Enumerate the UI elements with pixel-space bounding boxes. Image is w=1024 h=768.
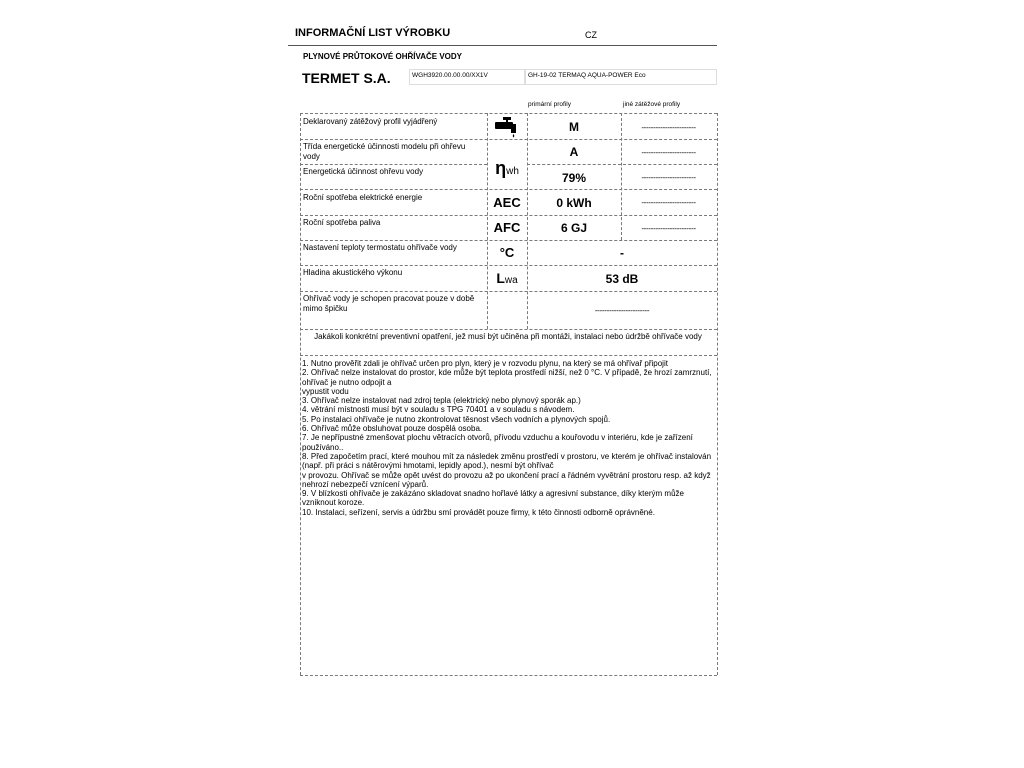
note-item: 5. Po instalaci ohřívače je nutno zkontrolovat těsnost všech vodních a plynových spojů. bbox=[302, 414, 611, 424]
grid-line bbox=[300, 355, 717, 356]
afc-other: ----------------------- bbox=[641, 224, 696, 233]
note-item: 2. Ohřívač nelze instalovat do prostor, kde může být teplota prostředí nižší, než 0 °C. V případě, že hrozí zamrznutí, ohřívač je nutno odpojit a bbox=[302, 368, 712, 387]
note-item: vypustit vodu bbox=[302, 386, 349, 396]
grid-line bbox=[300, 329, 717, 330]
row-label: Energetická účinnost ohřevu vody bbox=[303, 167, 424, 176]
aec-symbol: AEC bbox=[493, 195, 521, 210]
document-title: INFORMAČNÍ LIST VÝROBKU bbox=[295, 27, 451, 39]
sound-power-value: 53 dB bbox=[605, 272, 639, 286]
eta-symbol: η bbox=[495, 158, 507, 178]
note-item: 8. Před započetím prací, které mouhou mít za následek změnu prostředí v prostoru, ve kterém je ohřívač instalován (např. při práci s nátěrovými hmotami, lepidly apod.), nesmí být ohřívač bbox=[302, 451, 712, 471]
note-item: 3. Ohřívač nelze instalovat nad zdroj tepla (elektrický nebo plynový sporák ap.) bbox=[302, 396, 581, 406]
note-item: 10. Instalaci, seřízení, servis a údržbu smí provádět pouze firmy, k této činnosti odborně oprávněné. bbox=[302, 507, 655, 517]
tap-icon bbox=[492, 116, 522, 138]
energy-class-value: A bbox=[569, 145, 579, 159]
eta-subscript: wh bbox=[506, 166, 519, 177]
grid-line bbox=[300, 113, 717, 114]
celsius-symbol: °C bbox=[499, 245, 515, 260]
grid-line bbox=[300, 675, 717, 676]
model-code: WGH3920.00.00.00/XX1V bbox=[409, 69, 525, 85]
note-item: 6. Ohřívač může obsluhovat pouze dospělá osoba. bbox=[302, 424, 483, 434]
grid-line bbox=[300, 189, 717, 190]
grid-line bbox=[300, 164, 487, 165]
grid-line bbox=[527, 164, 717, 165]
grid-line bbox=[300, 113, 301, 675]
row-label: Třída energetické účinnosti modelu při ohřevu vody bbox=[303, 142, 466, 161]
afc-symbol: AFC bbox=[493, 220, 521, 235]
grid-line bbox=[300, 139, 717, 140]
header-divider bbox=[288, 45, 717, 46]
row-label: Hladina akustického výkonu bbox=[303, 268, 403, 277]
lwa-main: L bbox=[496, 270, 505, 286]
energy-class-other: ----------------------- bbox=[641, 148, 696, 157]
note-item: 9. V blízkosti ohřívače je zakázáno skladovat snadno hořlavé látky a agresivní substance, díky kterým může vzniknout koroze. bbox=[302, 489, 684, 508]
grid-line bbox=[300, 240, 717, 241]
row-label: Nastavení teploty termostatu ohřívače vody bbox=[303, 243, 457, 252]
lwa-subscript: wa bbox=[504, 275, 518, 286]
grid-line bbox=[300, 265, 717, 266]
row-label: Ohřívač vody je schopen pracovat pouze v době mimo špičku bbox=[303, 294, 475, 313]
note-item: 7. Je nepřípustné zmenšovat plochu větracích otvorů, přívodu vzduchu a kouřovodu v interiéru, kde je zařízení používáno.. bbox=[302, 433, 693, 452]
row-label: Roční spotřeba elektrické energie bbox=[303, 193, 423, 202]
afc-value: 6 GJ bbox=[560, 221, 587, 235]
grid-line bbox=[300, 291, 717, 292]
preventive-measures-title: Jakákoli konkrétní preventivní opatření, jež musí být učiněna při montáži, instalaci nebo údržbě ohřívače vody bbox=[314, 332, 702, 341]
grid-line bbox=[717, 113, 718, 675]
aec-value: 0 kWh bbox=[556, 196, 592, 210]
column-other-header: jiné zátěžové profily bbox=[623, 101, 681, 108]
language-code: CZ bbox=[585, 30, 597, 40]
model-name: GH-19-02 TERMAQ AQUA-POWER Eco bbox=[525, 69, 717, 85]
grid-line bbox=[300, 215, 717, 216]
company-name: TERMET S.A. bbox=[302, 70, 391, 86]
off-peak-value: ----------------------- bbox=[594, 306, 650, 315]
note-item: v provozu. Ohřívač se může opět uvést do provozu až po ukončení prací a řádném vyvětrání prostoru resp. až když nehrozí nebezpečí vznícení výparů. bbox=[302, 470, 711, 489]
note-item: 1. Nutno prověřit zdali je ohřívač určen pro plyn, který je v rozvodu plynu, na který se má ohřívař připojit bbox=[302, 359, 668, 368]
row-label: Deklarovaný zátěžový profil vyjádřený bbox=[303, 117, 438, 126]
installation-notes bbox=[302, 359, 716, 517]
lwa-symbol bbox=[487, 270, 527, 288]
note-item: 4. větrání místnosti musí být v souladu s TPG 70401 a v souladu s návodem. bbox=[302, 405, 575, 415]
load-profile-other: ----------------------- bbox=[641, 123, 696, 132]
load-profile-value: M bbox=[569, 120, 579, 134]
row-label: Roční spotřeba paliva bbox=[303, 218, 381, 227]
efficiency-other: ----------------------- bbox=[641, 173, 696, 182]
thermostat-value: - bbox=[620, 246, 624, 260]
column-primary-header: primární profily bbox=[528, 101, 571, 108]
efficiency-symbol bbox=[487, 158, 527, 179]
efficiency-value: 79% bbox=[561, 171, 587, 185]
aec-other: ----------------------- bbox=[641, 198, 696, 207]
product-category: PLYNOVÉ PRŮTOKOVÉ OHŘÍVAČE VODY bbox=[303, 52, 462, 61]
